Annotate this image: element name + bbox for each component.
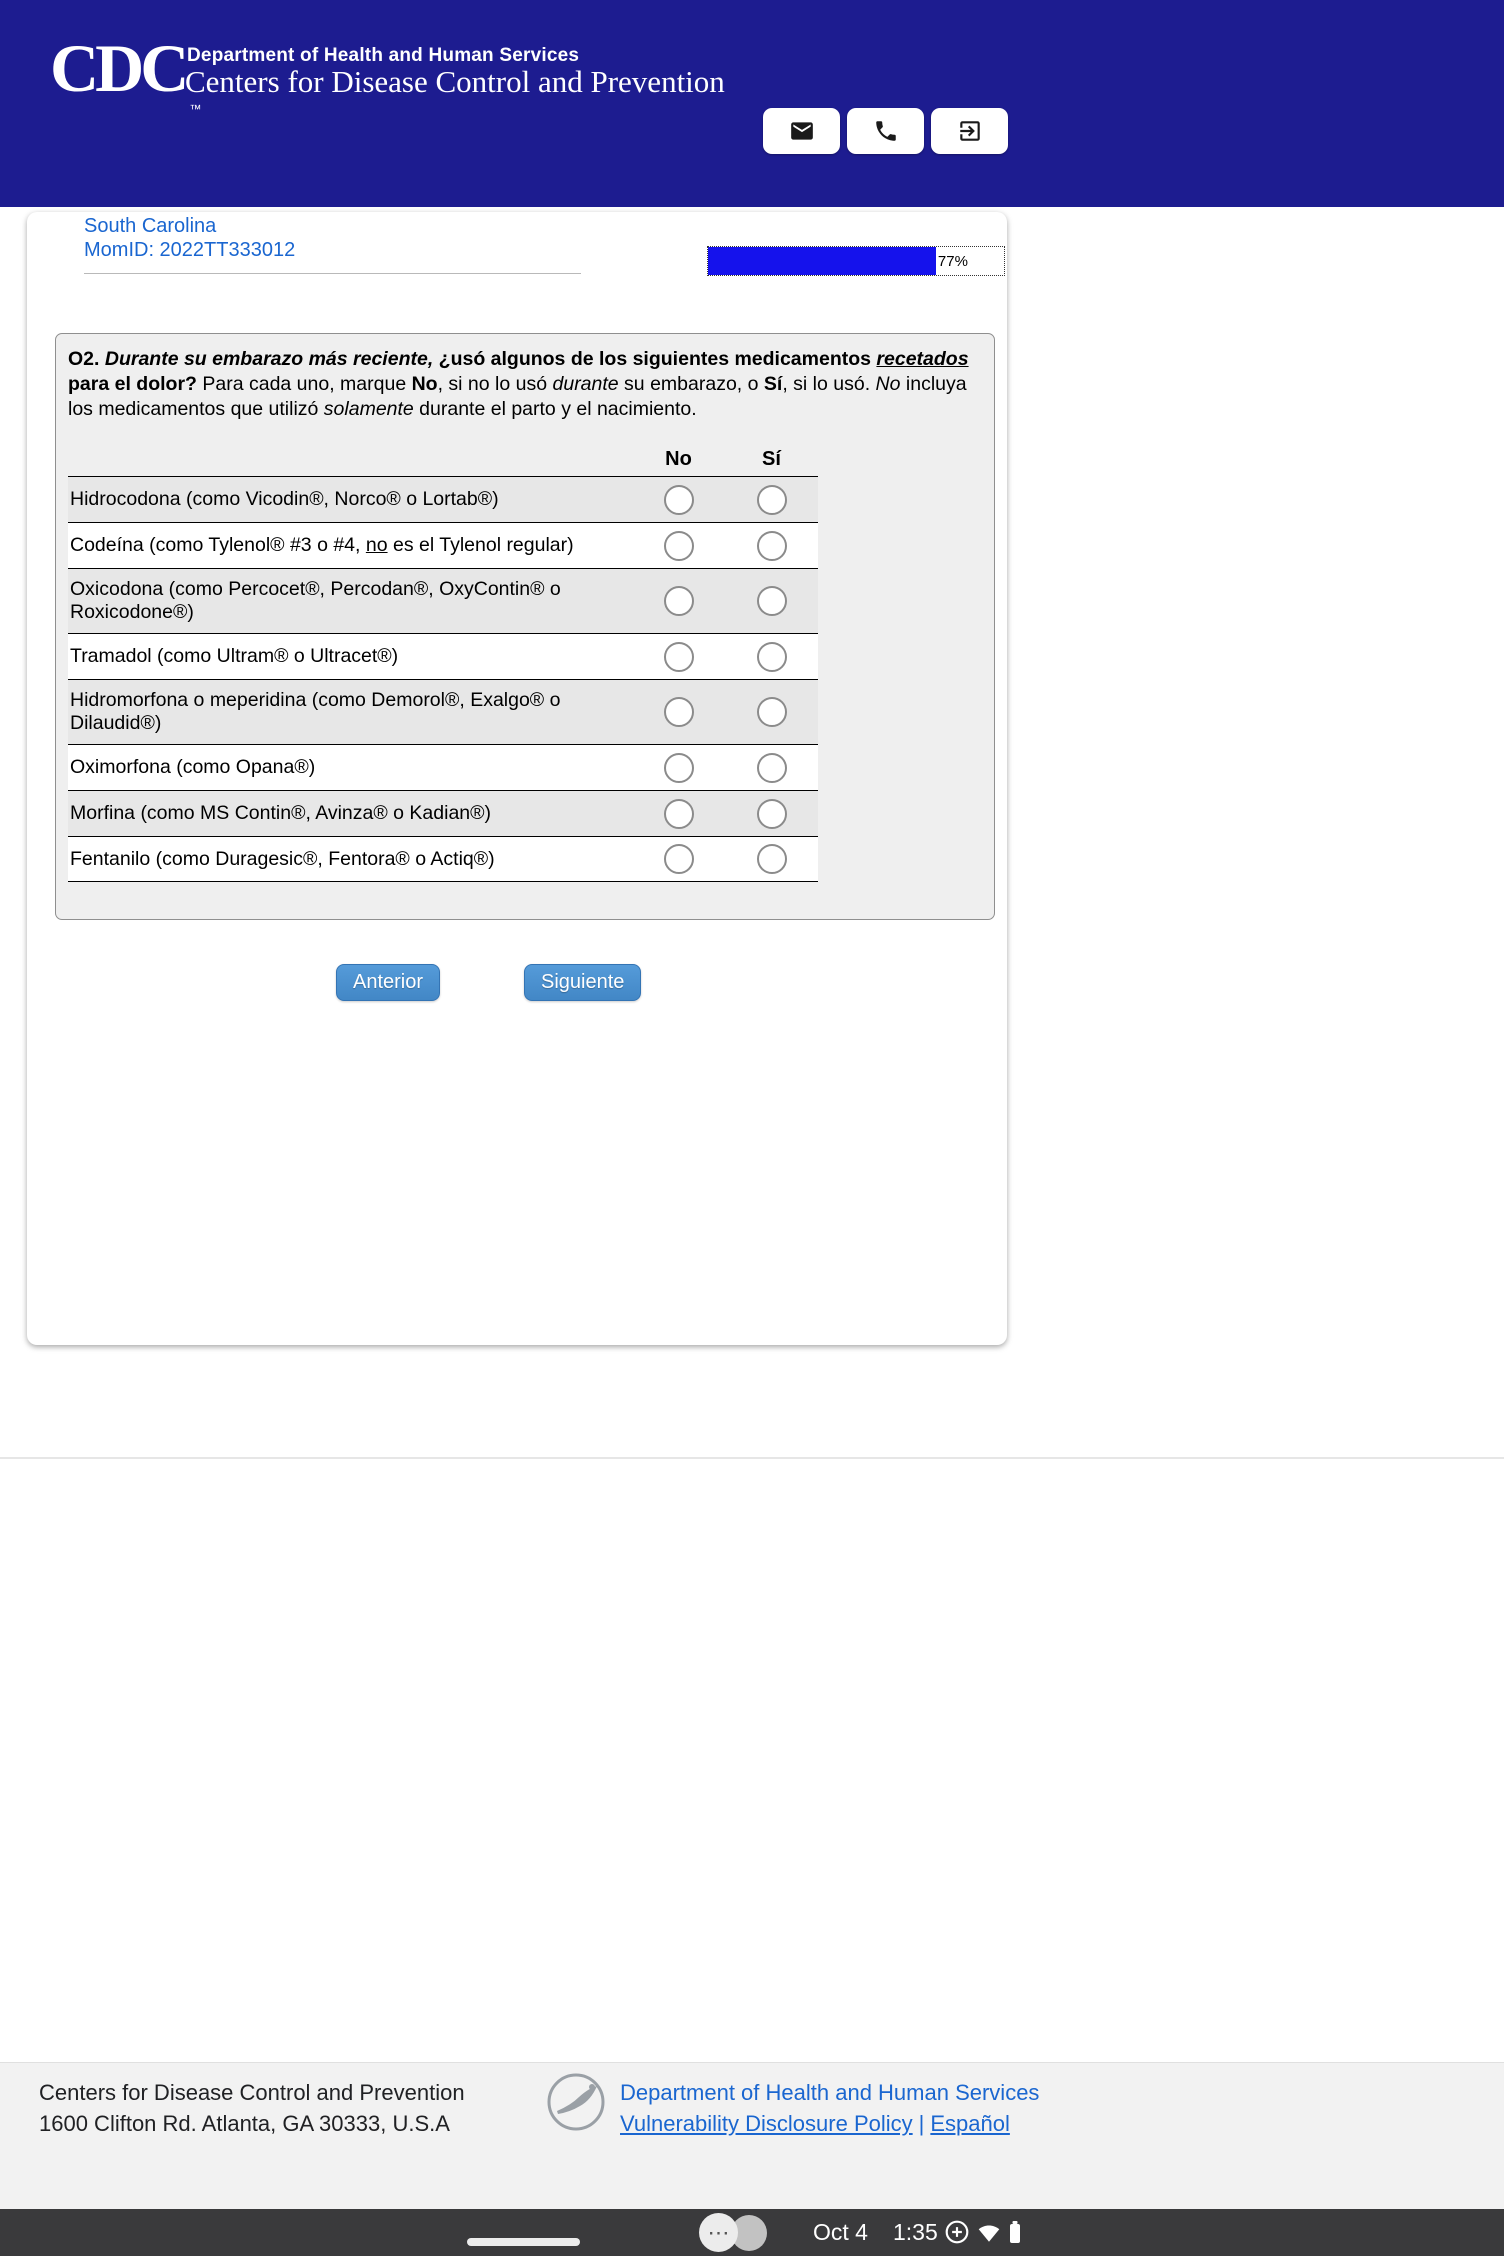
status-time: 1:35 bbox=[893, 2219, 938, 2245]
gesture-pill[interactable] bbox=[467, 2238, 580, 2246]
email-button[interactable] bbox=[763, 108, 840, 154]
logout-icon bbox=[957, 118, 983, 144]
battery-icon bbox=[1004, 2219, 1026, 2245]
medication-row bbox=[68, 790, 818, 836]
medication-label: Fentanilo (como Duragesic®, Fentora® o Actiq®) bbox=[70, 847, 495, 870]
org-title: Centers for Disease Control and Prevention bbox=[185, 64, 725, 99]
cdc-logo bbox=[50, 30, 202, 116]
no-cell bbox=[632, 680, 725, 744]
si-radio[interactable] bbox=[757, 799, 787, 829]
si-radio[interactable] bbox=[757, 697, 787, 727]
column-header-si: Sí bbox=[762, 447, 781, 470]
hhs-dept-link[interactable]: Department of Health and Human Services bbox=[620, 2080, 1040, 2105]
medication-row bbox=[68, 522, 818, 568]
progress-bar bbox=[707, 246, 1005, 276]
table-header-row bbox=[68, 442, 818, 476]
no-radio[interactable] bbox=[664, 586, 694, 616]
mom-id: MomID: 2022TT333012 bbox=[84, 239, 296, 261]
si-radio[interactable] bbox=[757, 642, 787, 672]
no-radio[interactable] bbox=[664, 799, 694, 829]
question-text: O2. Durante su embarazo más reciente, ¿usó algunos de los siguientes medicamentos recetados para el dolor? Para cada uno, marque No, si no lo usó durante su embarazo, o Sí, si lo usó. No incluya los medicamentos que utilizó solamente durante el parto y el nacimiento. bbox=[68, 348, 969, 420]
si-cell bbox=[725, 477, 818, 522]
medication-label: Hidromorfona o meperidina (como Demorol®, Exalgo® o Dilaudid®) bbox=[70, 689, 561, 734]
content-end-divider bbox=[0, 1457, 1504, 1459]
cdc-logo-text: CDC bbox=[50, 30, 186, 106]
cdc-header-banner bbox=[0, 0, 1504, 207]
no-radio[interactable] bbox=[664, 485, 694, 515]
no-radio[interactable] bbox=[664, 697, 694, 727]
footer-address: 1600 Clifton Rd. Atlanta, GA 30333, U.S.A bbox=[39, 2111, 450, 2136]
medication-row bbox=[68, 836, 818, 882]
previous-button[interactable]: Anterior bbox=[336, 964, 440, 1001]
no-cell bbox=[632, 523, 725, 568]
si-cell bbox=[725, 634, 818, 679]
no-cell bbox=[632, 477, 725, 522]
no-radio[interactable] bbox=[664, 642, 694, 672]
envelope-icon bbox=[789, 118, 815, 144]
no-cell bbox=[632, 634, 725, 679]
medication-label: Oximorfona (como Opana®) bbox=[70, 756, 316, 778]
header-toolbar bbox=[763, 108, 1008, 154]
footer-links-row bbox=[620, 2111, 1010, 2137]
data-saver-icon bbox=[944, 2219, 970, 2245]
vulnerability-disclosure-link[interactable]: Vulnerability Disclosure Policy bbox=[620, 2111, 913, 2136]
hhs-eagle-logo-icon bbox=[545, 2071, 607, 2133]
medication-label: Tramadol (como Ultram® o Ultracet®) bbox=[70, 645, 399, 667]
si-cell bbox=[725, 745, 818, 790]
phone-button[interactable] bbox=[847, 108, 924, 154]
divider bbox=[84, 273, 581, 274]
progress-label: 77% bbox=[937, 252, 968, 270]
si-cell bbox=[725, 569, 818, 633]
next-button[interactable]: Siguiente bbox=[524, 964, 641, 1001]
ellipsis-glyph: ⋯ bbox=[707, 2219, 730, 2245]
medication-row bbox=[68, 568, 818, 633]
si-cell bbox=[725, 523, 818, 568]
floating-bubble-icon[interactable] bbox=[699, 2213, 738, 2252]
si-cell bbox=[725, 680, 818, 744]
si-radio[interactable] bbox=[757, 531, 787, 561]
espanol-link[interactable]: Español bbox=[930, 2111, 1010, 2136]
medication-table-body bbox=[68, 476, 818, 882]
wifi-icon bbox=[976, 2219, 1002, 2245]
medication-label: Oxicodona (como Percocet®, Percodan®, OxyContin® o Roxicodone®) bbox=[70, 578, 561, 623]
trademark-symbol: ™ bbox=[189, 102, 202, 116]
no-cell bbox=[632, 791, 725, 836]
medication-row bbox=[68, 679, 818, 744]
medication-row bbox=[68, 476, 818, 522]
column-header-no: No bbox=[665, 447, 692, 470]
no-radio[interactable] bbox=[664, 753, 694, 783]
si-radio[interactable] bbox=[757, 586, 787, 616]
logout-button[interactable] bbox=[931, 108, 1008, 154]
question-box bbox=[55, 333, 995, 920]
si-radio[interactable] bbox=[757, 753, 787, 783]
link-separator: | bbox=[918, 2111, 925, 2136]
progress-fill bbox=[708, 247, 936, 275]
si-cell bbox=[725, 837, 818, 881]
status-date: Oct 4 bbox=[813, 2219, 868, 2245]
si-radio[interactable] bbox=[757, 844, 787, 874]
si-radio[interactable] bbox=[757, 485, 787, 515]
si-cell bbox=[725, 791, 818, 836]
medication-label: Morfina (como MS Contin®, Avinza® o Kadian®) bbox=[70, 802, 492, 824]
no-cell bbox=[632, 569, 725, 633]
medication-label: Hidrocodona (como Vicodin®, Norco® o Lortab®) bbox=[70, 488, 499, 510]
medication-row bbox=[68, 633, 818, 679]
no-cell bbox=[632, 745, 725, 790]
survey-card bbox=[27, 212, 1007, 1345]
phone-icon bbox=[873, 118, 899, 144]
footer-org-name: Centers for Disease Control and Prevention bbox=[39, 2080, 465, 2105]
no-cell bbox=[632, 837, 725, 881]
medication-row bbox=[68, 744, 818, 790]
medication-label: Codeína (como Tylenol® #3 o #4, no es el Tylenol regular) bbox=[70, 534, 574, 556]
no-radio[interactable] bbox=[664, 531, 694, 561]
no-radio[interactable] bbox=[664, 844, 694, 874]
medication-table bbox=[68, 442, 818, 882]
system-bar bbox=[0, 2209, 1504, 2256]
state-link[interactable]: South Carolina bbox=[84, 215, 217, 237]
dept-title: Department of Health and Human Services bbox=[187, 45, 580, 66]
